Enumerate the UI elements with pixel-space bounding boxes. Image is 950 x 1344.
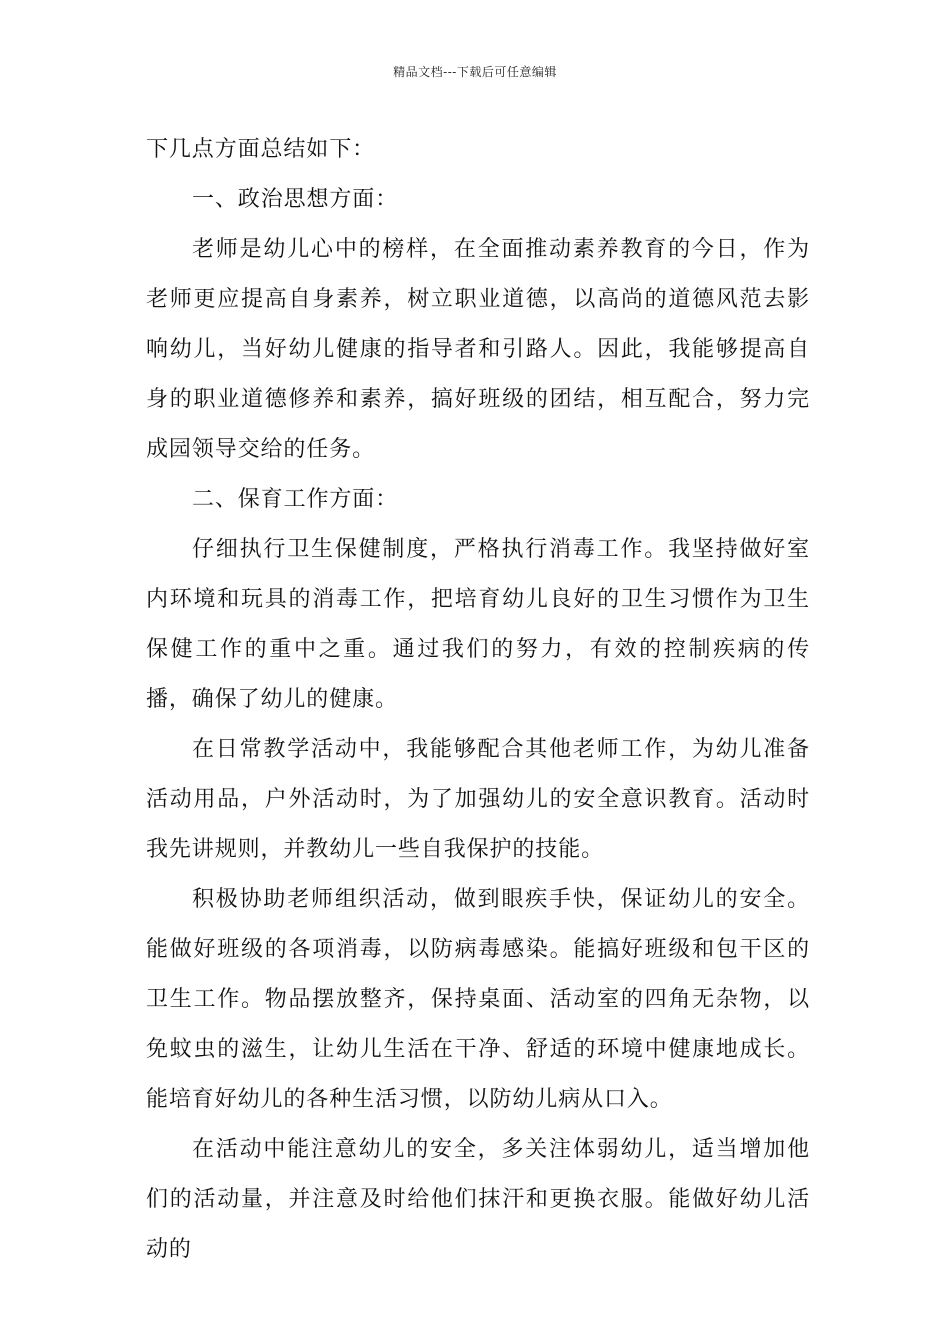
paragraph-teaching: 在日常教学活动中，我能够配合其他老师工作，为幼儿准备活动用品，户外活动时，为了加强幼儿的安全意识教育。活动时我先讲规则，并教幼儿一些自我保护的技能。 [146,737,810,862]
paragraph-hygiene: 仔细执行卫生保健制度，严格执行消毒工作。我坚持做好室内环境和玩具的消毒工作，把培育幼儿良好的卫生习惯作为卫生保健工作的重中之重。通过我们的努力，有效的控制疾病的传播，确保了幼儿的健康。 [146,537,810,712]
paragraph-intro: 下几点方面总结如下： [146,137,376,162]
section-heading-political: 一、政治思想方面： [192,187,399,212]
page-header: 精品文档---下载后可任意编辑 [393,65,557,79]
paragraph-safety: 在活动中能注意幼儿的安全，多关注体弱幼儿，适当增加他们的活动量，并注意及时给他们抹汗和更换衣服。能做好幼儿活动的 [146,1137,810,1262]
paragraph-political: 老师是幼儿心中的榜样，在全面推动素养教育的今日，作为老师更应提高自身素养，树立职业道德，以高尚的道德风范去影响幼儿，当好幼儿健康的指导者和引路人。因此，我能够提高自身的职业道德修养和素养，搞好班级的团结，相互配合，努力完成园领导交给的任务。 [146,237,810,462]
paragraph-assist: 积极协助老师组织活动，做到眼疾手快，保证幼儿的安全。能做好班级的各项消毒，以防病毒感染。能搞好班级和包干区的卫生工作。物品摆放整齐，保持桌面、活动室的四角无杂物，以免蚊虫的滋生，让幼儿生活在干净、舒适的环境中健康地成长。能培育好幼儿的各种生活习惯，以防幼儿病从口入。 [146,887,810,1112]
section-heading-care: 二、保育工作方面： [192,487,399,512]
document-body [146,125,810,1275]
